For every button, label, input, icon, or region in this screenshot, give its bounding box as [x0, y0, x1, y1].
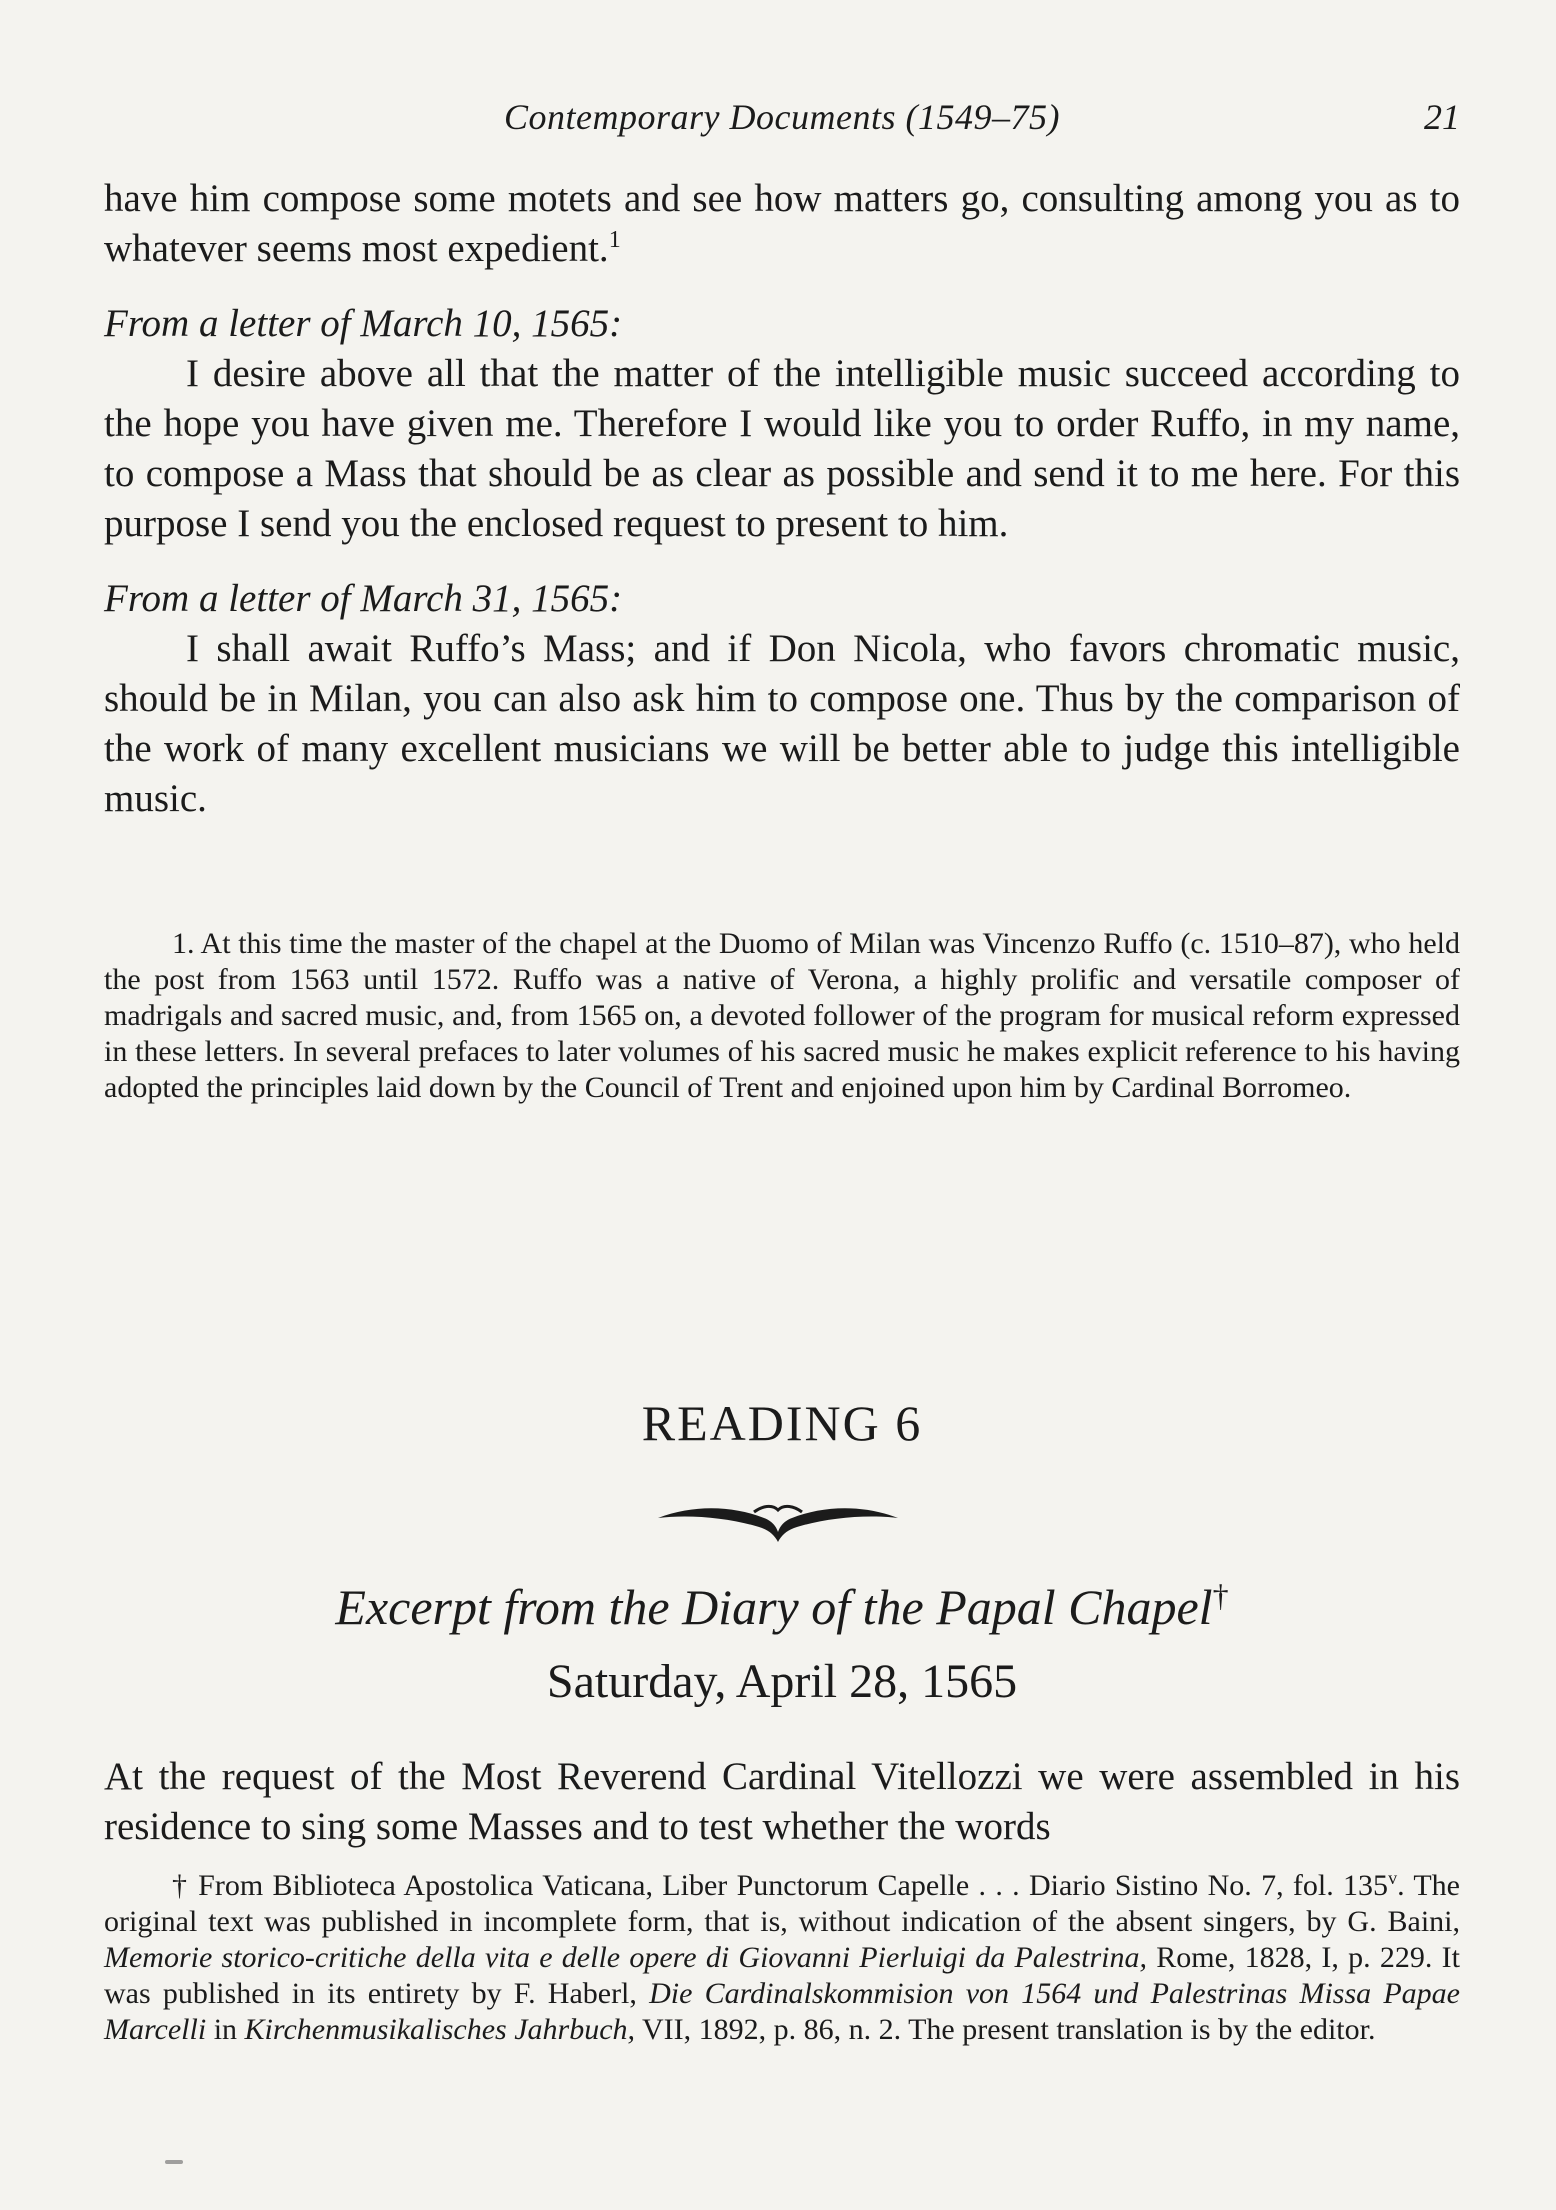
excerpt-body: [104, 1752, 1460, 1852]
letter-text-march-31: I shall await Ruffo’s Mass; and if Don Nicola, who favors chromatic music, should be in Milan, you can also ask him to compose one. Thus by the comparison of the work of many excellent musicians we will be better able to judge this intelligible music.: [104, 627, 1460, 820]
reading-label: READING 6: [641, 1395, 923, 1451]
main-text-block: [104, 174, 1460, 824]
letter-heading-march-10: From a letter of March 10, 1565:: [104, 302, 623, 345]
print-smudge: [165, 2160, 183, 2164]
haberl-title: Die Cardinalskommision von 1564 und Palestrinas Missa Papae Marcelli: [104, 1977, 1460, 2046]
source-part-4: in: [206, 2013, 245, 2046]
footnote-1-text: 1. At this time the master of the chapel at the Duomo of Milan was Vincenzo Ruffo (c. 1510–87), who held the post from 1563 until 1572. Ruffo was a native of Verona, a highly prolific and versatile composer of madrigals and sacred music, and, from 1565 on, a devoted follower of the program for musical reform expressed in these letters. In several prefaces to later volumes of his sacred music he makes explicit reference to his having adopted the principles laid down by the Council of Trent and enjoined upon him by Cardinal Borromeo.: [104, 927, 1460, 1104]
letter-text-march-10: I desire above all that the matter of the intelligible music succeed according to the hope you have given me. Therefore I would like you to order Ruffo, in my name, to compose a Mass that should be as clear as possible and send it to me here. For this purpose I send you the enclosed request to present to him.: [104, 352, 1460, 545]
source-footnote-text: [104, 1868, 1460, 2048]
excerpt-text: At the request of the Most Reverend Cardinal Vitellozzi we were assembled in his residence to sing some Masses and to test whether the words: [104, 1755, 1460, 1848]
page-number: 21: [1424, 97, 1460, 137]
baini-title: Memorie storico-critiche della vita e delle opere di Giovanni Pierluigi da Palestrina,: [104, 1941, 1147, 1974]
folio-superscript: v: [1388, 1868, 1398, 1888]
continuation-text: have him compose some motets and see how matters go, consulting among you as to whatever seems most expedient.: [104, 177, 1460, 270]
footnote-1: [104, 926, 1460, 1106]
excerpt-dagger: †: [1212, 1577, 1229, 1614]
excerpt-date: Saturday, April 28, 1565: [546, 1655, 1018, 1708]
source-part-1: † From Biblioteca Apostolica Vaticana, Liber Punctorum Capelle . . . Diario Sistino No. 7, fol. 135: [172, 1869, 1389, 1902]
running-head-title: Contemporary Documents (1549–75): [504, 97, 1060, 137]
letter-heading-march-31: From a letter of March 31, 1565:: [104, 577, 623, 620]
source-part-2: . The original text was published in incomplete form, that is, without indication of the absent singers, by G. Baini,: [104, 1869, 1460, 1938]
excerpt-title: [104, 1578, 1460, 1636]
source-footnote: [104, 1868, 1460, 2048]
ornament-icon: [654, 1484, 902, 1548]
continuation-paragraph: [104, 174, 1460, 274]
excerpt-title-text: Excerpt from the Diary of the Papal Chapel: [335, 1579, 1213, 1635]
journal-title: Kirchenmusikalisches Jahrbuch,: [244, 2013, 636, 2046]
source-part-3: Rome, 1828, I, p. 229. It was published in its entirety by F. Haberl,: [104, 1941, 1460, 2010]
running-head: [104, 96, 1460, 142]
footnote-ref-1: 1: [608, 227, 621, 253]
source-part-5: VII, 1892, p. 86, n. 2. The present translation is by the editor.: [635, 2013, 1376, 2046]
